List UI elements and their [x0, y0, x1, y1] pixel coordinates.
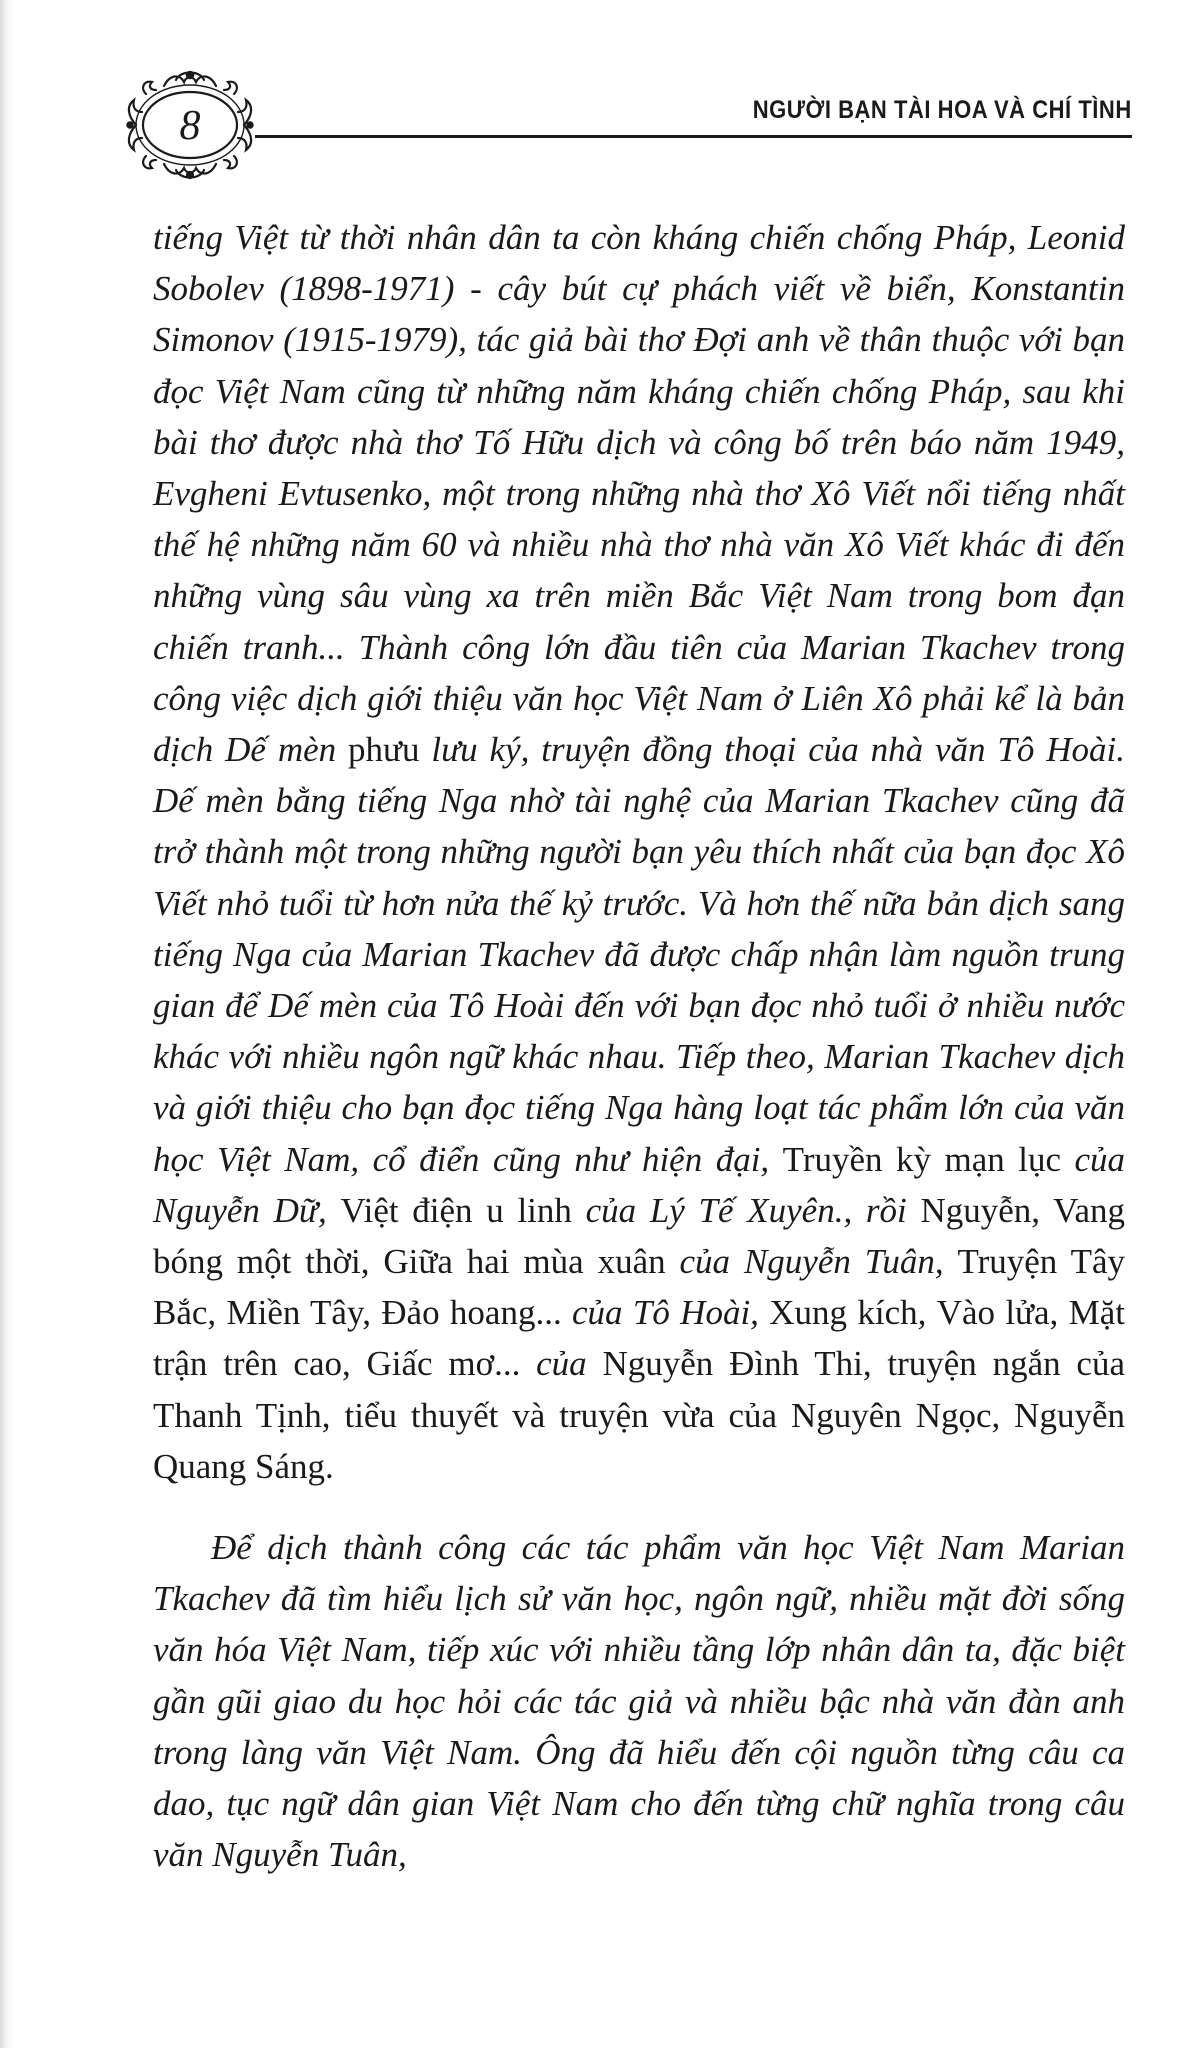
- paragraph: [153, 1522, 1125, 1880]
- title-text-segment: Việt điện u linh: [340, 1190, 572, 1230]
- text-segment: lưu ký, truyện đồng thoại của nhà văn Tô Hoài. Dế mèn bằng tiếng Nga nhờ tài nghệ của Marian Tkachev cũng đã trở thành một trong những người bạn yêu thích nhất của bạn đọc Xô Viết nhỏ tuổi từ hơn nửa thế kỷ trước. Và hơn thế nữa bản dịch sang tiếng Nga của Marian Tkachev đã được chấp nhận làm nguồn trung gian để Dế mèn của Tô Hoài đến với bạn đọc nhỏ tuổi ở nhiều nước khác với nhiều ngôn ngữ khác nhau. Tiếp theo, Marian Tkachev dịch và giới thiệu cho bạn đọc tiếng Nga hàng loạt tác phẩm lớn của văn học Việt Nam, cổ điển cũng như hiện đại,: [153, 730, 1125, 1179]
- title-text-segment: Truyện Tây Bắc, Miền Tây, Đảo hoang...: [153, 1242, 1125, 1333]
- text-segment: của Lý Tế Xuyên., rồi: [571, 1190, 921, 1230]
- title-text-segment: Xung kích: [769, 1293, 918, 1333]
- title-text-segment: phưu: [348, 730, 420, 770]
- text-segment: của Nguyễn Dữ,: [153, 1139, 1126, 1230]
- title-text-segment: Truyền kỳ mạn lục: [782, 1139, 1061, 1179]
- text-segment: ,: [917, 1293, 937, 1333]
- text-segment: của: [520, 1344, 603, 1384]
- running-title: NGƯỜI BẠN TÀI HOA VÀ CHÍ TÌNH: [752, 96, 1132, 124]
- page-header: [120, 68, 1140, 183]
- header-divider: [255, 135, 1132, 138]
- paragraph: [153, 212, 1125, 1492]
- text-segment: Để dịch thành công các tác phẩm văn học Việt Nam Marian Tkachev đã tìm hiểu lịch sử văn học, ngôn ngữ, nhiều mặt đời sống văn hóa Việt Nam, tiếp xúc với nhiều tầng lớp nhân dân ta, đặc biệt gần gũi giao du học hỏi các tác giả và nhiều bậc nhà văn đàn anh trong làng văn Việt Nam. Ông đã hiểu đến cội nguồn từng câu ca dao, tục ngữ dân gian Việt Nam cho đến từng chữ nghĩa trong câu văn Nguyễn Tuân,: [153, 1528, 1125, 1875]
- title-text-segment: Vào lửa, Mặt trận trên cao, Giấc mơ...: [153, 1293, 1126, 1384]
- text-segment: tiếng Việt từ thời nhân dân ta còn kháng chiến chống Pháp, Leonid Sobolev (1898-1971) - cây bút cự phách viết về biển, Konstantin Simonov (1915-1979), tác giả bài thơ Đợi anh về thân thuộc với bạn đọc Việt Nam cũng từ những năm kháng chiến chống Pháp, sau khi bài thơ được nhà thơ Tố Hữu dịch và công bố trên báo năm 1949, Evgheni Evtusenko, một trong những nhà thơ Xô Viết nổi tiếng nhất thế hệ những năm 60 và nhiều nhà thơ nhà văn Xô Viết khác đi đến những vùng sâu vùng xa trên miền Bắc Việt Nam trong bom đạn chiến tranh... Thành công lớn đầu tiên của Marian Tkachev trong công việc dịch giới thiệu văn học Việt Nam ở Liên Xô phải kể là bản dịch Dế mèn: [153, 218, 1125, 770]
- title-text-segment: Nguyễn Đình Thi, truyện ngắn của Thanh Tịnh, tiểu thuyết và truyện vừa của Nguyên Ngọc, Nguyễn Quang Sáng.: [153, 1344, 1125, 1486]
- body-text: [153, 212, 1125, 1881]
- page-number: 8: [179, 103, 201, 149]
- text-segment: của Nguyễn Tuân,: [665, 1242, 958, 1282]
- text-segment: của Tô Hoài,: [561, 1293, 770, 1333]
- title-text-segment: Nguyễn, Vang bóng một thời, Giữa hai mùa xuân: [153, 1190, 1125, 1282]
